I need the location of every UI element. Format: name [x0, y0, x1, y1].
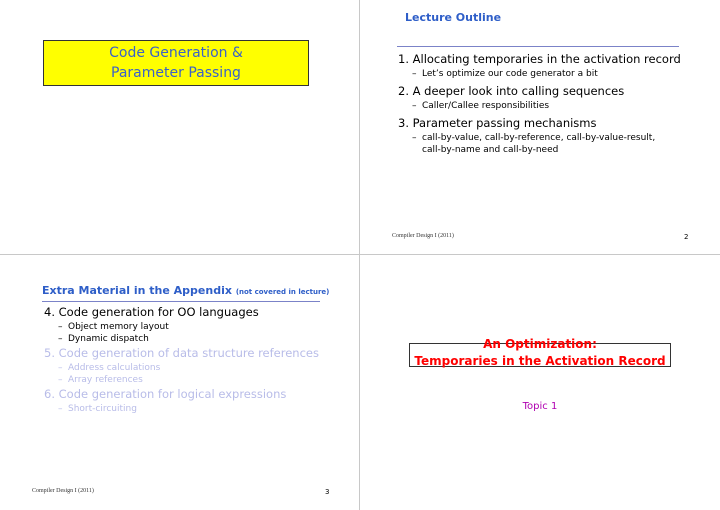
outline-item-2: 2. A deeper look into calling sequences: [398, 84, 625, 98]
appendix-rule: [42, 301, 320, 302]
appendix-item-5: 5. Code generation of data structure references: [44, 346, 319, 360]
appendix-item-4: 4. Code generation for OO languages: [44, 305, 259, 319]
topic-label: Topic 1: [522, 401, 558, 412]
slide-3-footer: Compiler Design I (2011): [32, 488, 94, 494]
appendix-item-5-sub-1: – Address calculations: [44, 362, 319, 374]
lecture-outline-heading: Lecture Outline: [405, 11, 502, 24]
outline-item-3: 3. Parameter passing mechanisms: [398, 116, 597, 130]
slide-1: [0, 0, 360, 255]
appendix-item-4-sub-2: – Dynamic dispatch: [44, 333, 319, 345]
outline-item-2-sub: – Caller/Callee responsibilities: [398, 100, 681, 112]
outline-item-1: 1. Allocating temporaries in the activation record: [398, 52, 681, 66]
optimization-title: [360, 336, 720, 370]
outline-item-3-sub: – call-by-value, call-by-reference, call-by-value-result, call-by-name and call-by-need: [398, 132, 672, 156]
appendix-item-5-sub-2: – Array references: [44, 374, 319, 386]
slide-1-title-line-2: Parameter Passing: [111, 65, 241, 81]
outline-item-1-sub: – Let’s optimize our code generator a bit: [398, 68, 681, 80]
appendix-heading-note: (not covered in lecture): [235, 288, 330, 296]
slide-3-page-number: 3: [325, 488, 330, 496]
slide-2-page-number: 2: [684, 233, 689, 241]
outline-list: [398, 51, 681, 157]
slide-3: [0, 255, 360, 510]
appendix-item-4-sub-1: – Object memory layout: [44, 321, 319, 333]
appendix-item-6-sub-1: – Short-circuiting: [44, 403, 319, 415]
slide-4: [360, 255, 720, 510]
appendix-heading: [42, 284, 329, 297]
appendix-item-6: 6. Code generation for logical expressions: [44, 387, 287, 401]
slide-2-footer: Compiler Design I (2011): [392, 233, 454, 239]
heading-rule: [397, 46, 679, 47]
appendix-heading-text: Extra Material in the Appendix: [42, 284, 232, 297]
slide-2: [360, 0, 720, 255]
slide-1-title-line-1: Code Generation &: [109, 45, 243, 61]
slide-1-title-box: [43, 40, 309, 86]
optimization-title-line-1: An Optimization:: [483, 337, 597, 351]
appendix-list: [44, 304, 319, 415]
optimization-title-line-2: Temporaries in the Activation Record: [414, 354, 666, 368]
